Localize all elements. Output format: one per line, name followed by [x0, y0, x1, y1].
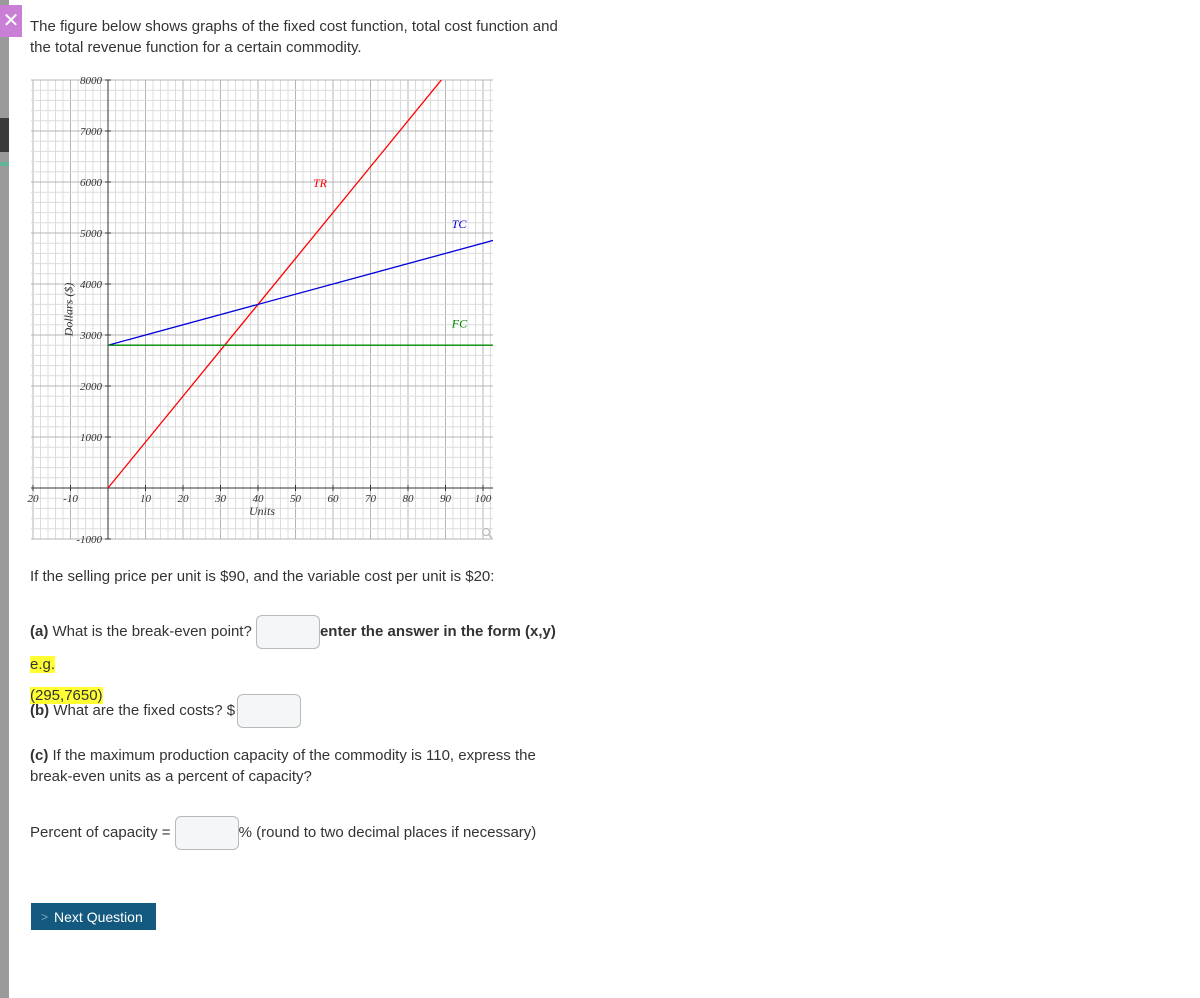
y-tick-label: 3000 [80, 330, 102, 342]
part-c [30, 745, 560, 787]
break-even-input[interactable] [256, 615, 320, 649]
x-tick-label: 100 [474, 493, 492, 505]
part-a-text: What is the break-even point? [52, 622, 252, 640]
x-tick-label: 20 [27, 493, 39, 505]
part-c-label: (c) [30, 747, 49, 764]
x-tick-label: 40 [252, 493, 264, 505]
percent-row [30, 816, 536, 850]
x-tick-label: 70 [365, 493, 376, 505]
series-label-tc: TC [451, 216, 467, 231]
part-b-label: (b) [30, 701, 50, 719]
y-tick-label: 8000 [80, 75, 102, 87]
y-tick-label: 6000 [80, 177, 102, 189]
y-tick-label: -1000 [76, 534, 102, 546]
chart-grid [31, 80, 493, 539]
part-b [30, 694, 301, 728]
y-tick-label: 4000 [80, 279, 102, 291]
question-intro: The figure below shows graphs of the fixed cost function, total cost function and the total revenue function for a certain commodity. [30, 18, 558, 56]
y-tick-label: 5000 [80, 228, 102, 240]
y-axis-title: Dollars ($) [61, 282, 76, 337]
series-label-fc: FC [451, 316, 468, 331]
chart-labels [28, 75, 492, 546]
next-question-button[interactable] [31, 903, 156, 930]
x-tick-label: -10 [63, 493, 78, 505]
percent-capacity-input[interactable] [175, 816, 239, 850]
x-axis-title: Units [248, 504, 276, 518]
left-panel-dark-segment [0, 118, 9, 152]
y-tick-label: 2000 [80, 381, 102, 393]
left-panel-edge [0, 0, 9, 998]
x-tick-label: 10 [140, 493, 151, 505]
chevron-right-icon: > [41, 909, 49, 924]
series-line-tr [108, 75, 446, 488]
part-a-eg: e.g. [30, 656, 56, 673]
question-condition: If the selling price per unit is $90, and the variable cost per unit is $20: [30, 568, 495, 585]
x-tick-label: 30 [215, 493, 226, 505]
x-tick-label: 60 [327, 493, 339, 505]
part-a-label: (a) [30, 622, 49, 640]
x-tick-label: 50 [290, 493, 301, 505]
x-tick-label: 90 [440, 493, 451, 505]
fixed-cost-input[interactable] [237, 694, 301, 728]
series-label-tr: TR [313, 176, 328, 191]
part-c-text: If the maximum production capacity of the commodity is 110, express the break-even units as a percent of capacity? [30, 747, 536, 785]
part-b-text: What are the fixed costs? $ [53, 701, 236, 719]
cost-revenue-chart [26, 72, 501, 557]
left-panel-accent [0, 162, 9, 166]
next-question-label: Next Question [54, 908, 143, 925]
percent-suffix: % (round to two decimal places if necessary) [238, 823, 537, 841]
y-tick-label: 1000 [80, 432, 102, 444]
percent-label: Percent of capacity = [30, 823, 171, 841]
part-a-example: (295,7650) [30, 687, 103, 704]
x-tick-label: 80 [402, 493, 414, 505]
y-tick-label: 7000 [80, 126, 102, 138]
x-tick-label: 20 [177, 493, 189, 505]
part-a-hint: enter the answer in the form (x,y) [319, 622, 556, 640]
close-icon[interactable]: ✕ [0, 5, 22, 37]
